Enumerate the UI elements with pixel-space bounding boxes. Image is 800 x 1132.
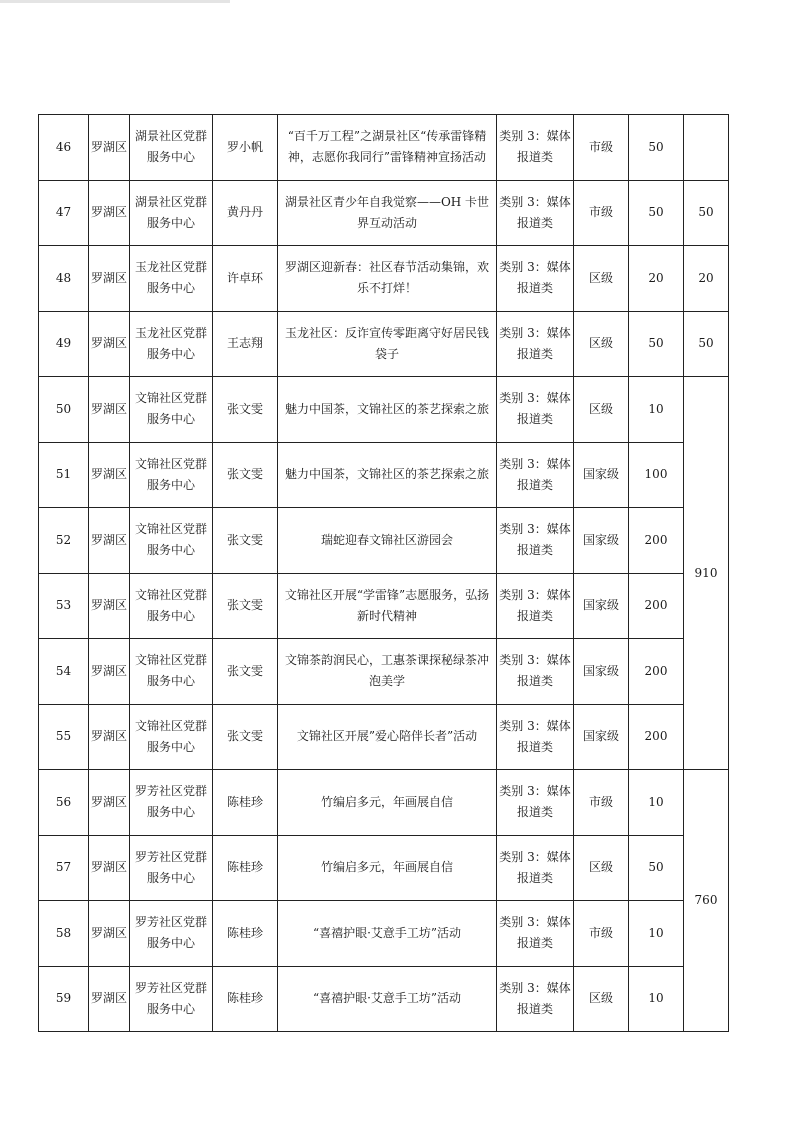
cell-level: 市级 — [574, 901, 629, 967]
cell-district: 罗湖区 — [89, 311, 130, 377]
cell-no: 54 — [39, 639, 89, 705]
cell-org: 文锦社区党群服务中心 — [130, 573, 213, 639]
cell-title: 魅力中国茶，文锦社区的茶艺探索之旅 — [278, 442, 497, 508]
cell-level: 区级 — [574, 966, 629, 1032]
cell-org: 文锦社区党群服务中心 — [130, 442, 213, 508]
cell-no: 46 — [39, 115, 89, 181]
cell-org: 湖景社区党群服务中心 — [130, 115, 213, 181]
cell-level: 区级 — [574, 311, 629, 377]
table-row — [39, 835, 729, 901]
cell-person: 张文雯 — [213, 639, 278, 705]
cell-level: 国家级 — [574, 704, 629, 770]
cell-level: 区级 — [574, 835, 629, 901]
cell-level: 国家级 — [574, 639, 629, 705]
cell-org: 罗芳社区党群服务中心 — [130, 966, 213, 1032]
table-row — [39, 180, 729, 246]
cell-score: 10 — [629, 966, 684, 1032]
cell-score: 200 — [629, 704, 684, 770]
cell-person: 陈桂珍 — [213, 966, 278, 1032]
table-row — [39, 966, 729, 1032]
cell-total-wenjin: 910 — [684, 377, 729, 770]
cell-org: 文锦社区党群服务中心 — [130, 377, 213, 443]
cell-org: 文锦社区党群服务中心 — [130, 639, 213, 705]
cell-district: 罗湖区 — [89, 573, 130, 639]
cell-level: 区级 — [574, 246, 629, 312]
scan-edge-mark — [0, 0, 230, 3]
cell-no: 47 — [39, 180, 89, 246]
cell-district: 罗湖区 — [89, 180, 130, 246]
award-table — [38, 114, 729, 1032]
cell-org: 罗芳社区党群服务中心 — [130, 770, 213, 836]
cell-district: 罗湖区 — [89, 966, 130, 1032]
cell-category: 类别 3：媒体报道类 — [497, 311, 574, 377]
cell-person: 张文雯 — [213, 508, 278, 574]
cell-district: 罗湖区 — [89, 115, 130, 181]
cell-total: 50 — [684, 180, 729, 246]
table-row — [39, 901, 729, 967]
cell-title: “百千万工程”之湖景社区“传承雷锋精神，志愿你我同行”雷锋精神宣扬活动 — [278, 115, 497, 181]
table-row — [39, 442, 729, 508]
cell-category: 类别 3：媒体报道类 — [497, 770, 574, 836]
cell-total — [684, 115, 729, 181]
cell-title: 文锦社区开展”爱心陪伴长者”活动 — [278, 704, 497, 770]
table-row — [39, 115, 729, 181]
cell-no: 56 — [39, 770, 89, 836]
cell-title: “喜禧护眼·艾意手工坊”活动 — [278, 966, 497, 1032]
cell-score: 100 — [629, 442, 684, 508]
cell-level: 市级 — [574, 115, 629, 181]
cell-level: 区级 — [574, 377, 629, 443]
cell-district: 罗湖区 — [89, 639, 130, 705]
cell-no: 49 — [39, 311, 89, 377]
cell-org: 文锦社区党群服务中心 — [130, 704, 213, 770]
cell-no: 55 — [39, 704, 89, 770]
cell-category: 类别 3：媒体报道类 — [497, 704, 574, 770]
cell-no: 52 — [39, 508, 89, 574]
table-row — [39, 246, 729, 312]
cell-category: 类别 3：媒体报道类 — [497, 639, 574, 705]
cell-person: 许卓环 — [213, 246, 278, 312]
cell-org: 湖景社区党群服务中心 — [130, 180, 213, 246]
table-row — [39, 639, 729, 705]
cell-org: 罗芳社区党群服务中心 — [130, 835, 213, 901]
cell-org: 罗芳社区党群服务中心 — [130, 901, 213, 967]
cell-level: 市级 — [574, 770, 629, 836]
cell-person: 罗小帆 — [213, 115, 278, 181]
cell-total: 50 — [684, 311, 729, 377]
cell-category: 类别 3：媒体报道类 — [497, 901, 574, 967]
cell-no: 59 — [39, 966, 89, 1032]
cell-no: 57 — [39, 835, 89, 901]
cell-district: 罗湖区 — [89, 508, 130, 574]
cell-score: 20 — [629, 246, 684, 312]
cell-score: 10 — [629, 377, 684, 443]
cell-total-luofang: 760 — [684, 770, 729, 1032]
cell-level: 国家级 — [574, 573, 629, 639]
cell-district: 罗湖区 — [89, 442, 130, 508]
cell-total: 20 — [684, 246, 729, 312]
cell-category: 类别 3：媒体报道类 — [497, 508, 574, 574]
cell-score: 200 — [629, 508, 684, 574]
cell-title: 玉龙社区：反诈宣传零距离守好居民钱袋子 — [278, 311, 497, 377]
cell-district: 罗湖区 — [89, 770, 130, 836]
cell-score: 10 — [629, 770, 684, 836]
cell-level: 国家级 — [574, 508, 629, 574]
cell-org: 玉龙社区党群服务中心 — [130, 246, 213, 312]
table-row — [39, 770, 729, 836]
cell-score: 10 — [629, 901, 684, 967]
cell-no: 50 — [39, 377, 89, 443]
cell-title: 文锦社区开展“学雷锋”志愿服务，弘扬新时代精神 — [278, 573, 497, 639]
cell-category: 类别 3：媒体报道类 — [497, 115, 574, 181]
cell-category: 类别 3：媒体报道类 — [497, 835, 574, 901]
cell-title: 瑞蛇迎春文锦社区游园会 — [278, 508, 497, 574]
cell-person: 张文雯 — [213, 377, 278, 443]
cell-district: 罗湖区 — [89, 835, 130, 901]
cell-person: 陈桂珍 — [213, 835, 278, 901]
cell-person: 张文雯 — [213, 442, 278, 508]
cell-org: 文锦社区党群服务中心 — [130, 508, 213, 574]
cell-score: 50 — [629, 835, 684, 901]
cell-category: 类别 3：媒体报道类 — [497, 246, 574, 312]
cell-title: “喜禧护眼·艾意手工坊”活动 — [278, 901, 497, 967]
table-row — [39, 311, 729, 377]
cell-person: 陈桂珍 — [213, 901, 278, 967]
cell-level: 市级 — [574, 180, 629, 246]
cell-no: 48 — [39, 246, 89, 312]
cell-category: 类别 3：媒体报道类 — [497, 442, 574, 508]
cell-category: 类别 3：媒体报道类 — [497, 180, 574, 246]
cell-person: 张文雯 — [213, 704, 278, 770]
table-row — [39, 377, 729, 443]
cell-district: 罗湖区 — [89, 246, 130, 312]
cell-category: 类别 3：媒体报道类 — [497, 377, 574, 443]
cell-no: 58 — [39, 901, 89, 967]
cell-person: 陈桂珍 — [213, 770, 278, 836]
cell-person: 王志翔 — [213, 311, 278, 377]
cell-title: 湖景社区青少年自我觉察——OH 卡世界互动活动 — [278, 180, 497, 246]
cell-no: 51 — [39, 442, 89, 508]
cell-person: 张文雯 — [213, 573, 278, 639]
cell-score: 200 — [629, 573, 684, 639]
cell-no: 53 — [39, 573, 89, 639]
cell-title: 文锦茶韵润民心，工惠茶课探秘绿茶冲泡美学 — [278, 639, 497, 705]
cell-score: 50 — [629, 311, 684, 377]
cell-district: 罗湖区 — [89, 901, 130, 967]
table-row — [39, 573, 729, 639]
cell-title: 竹编启多元，年画展自信 — [278, 770, 497, 836]
cell-district: 罗湖区 — [89, 704, 130, 770]
table-row — [39, 704, 729, 770]
cell-person: 黄丹丹 — [213, 180, 278, 246]
cell-score: 50 — [629, 115, 684, 181]
cell-title: 罗湖区迎新春：社区春节活动集锦，欢乐不打烊！ — [278, 246, 497, 312]
cell-district: 罗湖区 — [89, 377, 130, 443]
cell-score: 50 — [629, 180, 684, 246]
cell-score: 200 — [629, 639, 684, 705]
cell-category: 类别 3：媒体报道类 — [497, 573, 574, 639]
cell-title: 魅力中国茶，文锦社区的茶艺探索之旅 — [278, 377, 497, 443]
cell-level: 国家级 — [574, 442, 629, 508]
cell-category: 类别 3：媒体报道类 — [497, 966, 574, 1032]
cell-org: 玉龙社区党群服务中心 — [130, 311, 213, 377]
cell-title: 竹编启多元，年画展自信 — [278, 835, 497, 901]
table-row — [39, 508, 729, 574]
